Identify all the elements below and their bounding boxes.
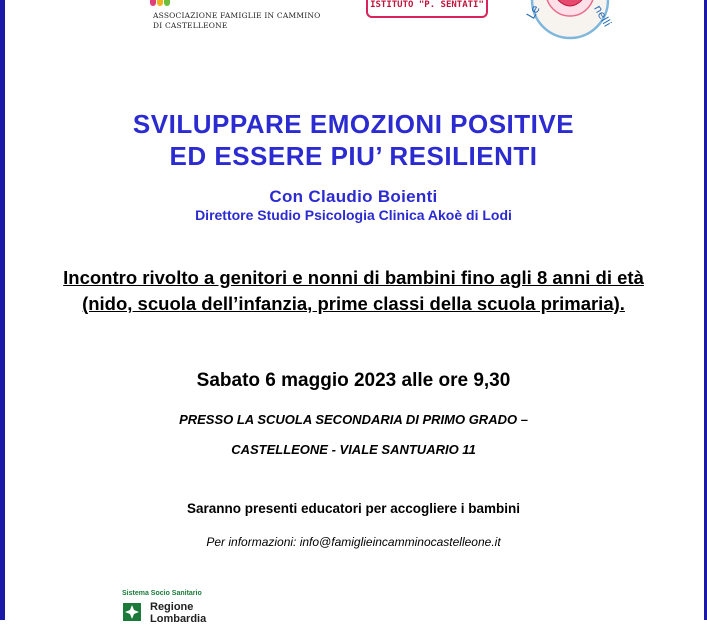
speaker-name: Con Claudio Boienti (269, 187, 438, 206)
audience-text: Incontro rivolto a genitori e nonni di bambini fino agli 8 anni di età (nido, scuola dell’infanzia, prime classi della scuola primaria). (63, 267, 644, 314)
page-border-left (0, 0, 5, 620)
associazione-name: ASSOCIAZIONE FAMIGLIE IN CAMMINO (153, 11, 321, 20)
svg-text:nelli: nelli (591, 2, 614, 30)
event-place-line-1: PRESSO LA SCUOLA SECONDARIA DI PRIMO GRADO – (179, 412, 528, 427)
event-place-line-2: CASTELLEONE - VIALE SANTUARIO 11 (231, 442, 476, 457)
istituto-logo (366, 0, 488, 18)
regione-name: Regione Lombardia (150, 601, 207, 625)
title-line-1: SVILUPPARE EMOZIONI POSITIVE (132, 109, 575, 139)
speaker-role: Direttore Studio Psicologia Clinica Akoè di Lodi (195, 207, 512, 223)
svg-text:Le: Le (523, 2, 543, 22)
nursery-logo (518, 0, 618, 40)
regione-system-label: Sistema Socio Sanitario (122, 590, 202, 597)
associazione-place: DI CASTELLEONE (153, 21, 228, 30)
title-line-2: ED ESSERE PIU’ RESILIENTI (169, 141, 538, 171)
event-datetime: Sabato 6 maggio 2023 alle ore 9,30 (196, 370, 511, 391)
contact-info: Per informazioni: info@famiglieincamminocastelleone.it (206, 535, 501, 549)
nursery-face-icon (518, 0, 618, 40)
istituto-name: ISTITUTO "P. SENTATI" (370, 0, 484, 10)
regione-rose-icon (123, 603, 141, 621)
educators-note: Saranno presenti educatori per accogliere i bambini (186, 501, 521, 516)
associazione-logo (150, 0, 330, 40)
regione-lombardia-logo (122, 590, 262, 625)
associazione-mark-icon (150, 0, 170, 6)
